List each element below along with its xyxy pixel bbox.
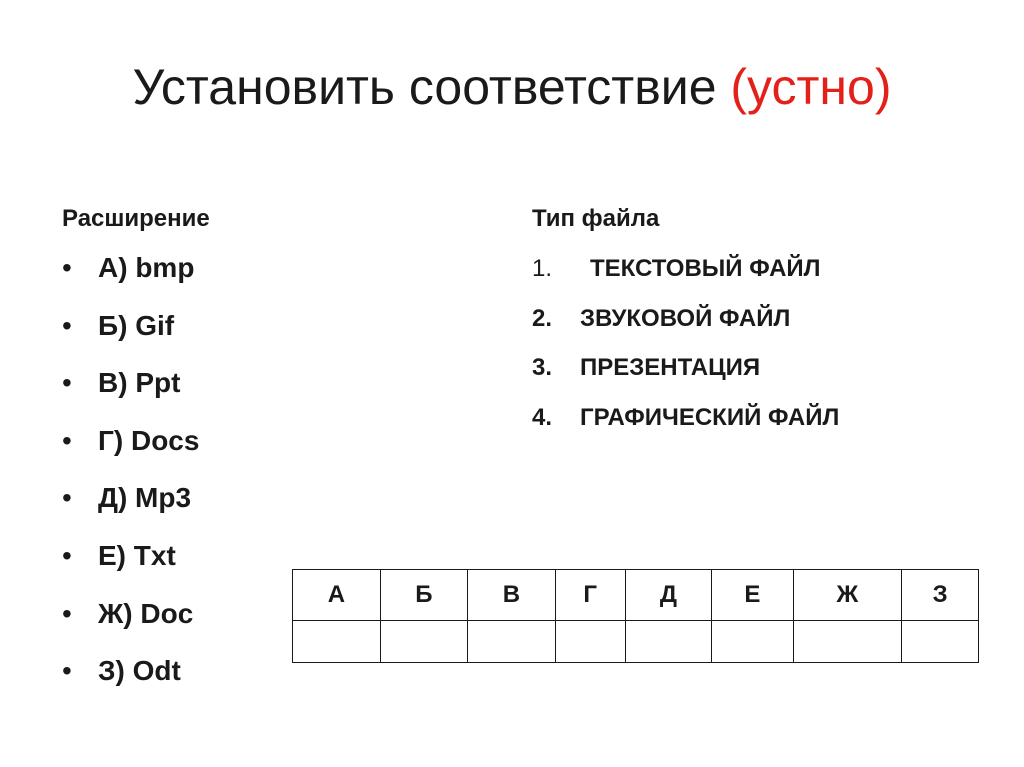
file-type-label: ЗВУКОВОЙ ФАЙЛ xyxy=(580,304,791,332)
answer-table xyxy=(292,569,979,663)
answer-cell xyxy=(555,621,625,663)
answer-cell xyxy=(902,621,979,663)
extension-item xyxy=(62,482,199,540)
answer-header-cell: Е xyxy=(712,570,793,621)
answer-header-row xyxy=(293,570,979,621)
bullet-icon: • xyxy=(62,655,72,687)
answer-cell xyxy=(793,621,902,663)
item-number: 4. xyxy=(532,403,553,431)
answer-blank-row xyxy=(293,621,979,663)
file-type-item xyxy=(532,305,839,355)
title-main: Установить соответствие xyxy=(132,59,731,115)
item-number: 2. xyxy=(532,304,553,332)
extension-label: Б) Gif xyxy=(98,309,175,341)
answer-header-cell: В xyxy=(468,570,556,621)
answer-cell xyxy=(380,621,467,663)
extension-item xyxy=(62,252,199,310)
extension-item xyxy=(62,310,199,368)
extension-label: Г) Docs xyxy=(98,424,200,456)
bullet-icon: • xyxy=(62,367,72,399)
extension-item xyxy=(62,655,199,713)
extension-list xyxy=(62,252,199,713)
file-type-item xyxy=(532,255,839,305)
extension-item xyxy=(62,598,199,656)
extension-label: З) Odt xyxy=(98,655,181,687)
bullet-icon: • xyxy=(62,539,72,571)
extension-label: В) Ppt xyxy=(98,367,181,399)
file-type-label: ПРЕЗЕНТАЦИЯ xyxy=(580,354,761,381)
extension-item xyxy=(62,425,199,483)
item-number: 3. xyxy=(532,354,553,381)
answer-cell xyxy=(712,621,793,663)
extension-item xyxy=(62,367,199,425)
title-accent: (устно) xyxy=(730,59,892,115)
answer-header-cell: Б xyxy=(380,570,467,621)
bullet-icon: • xyxy=(62,424,72,456)
answer-header-cell: Г xyxy=(555,570,625,621)
extension-label: Ж) Doc xyxy=(98,597,194,629)
extension-heading: Расширение xyxy=(62,205,210,232)
file-type-item xyxy=(532,404,839,454)
extension-label: А) bmp xyxy=(98,252,195,283)
answer-header-cell: Д xyxy=(625,570,712,621)
file-type-list xyxy=(532,255,839,453)
answer-header-cell: Ж xyxy=(793,570,902,621)
answer-cell xyxy=(625,621,712,663)
file-type-label: ТЕКСТОВЫЙ ФАЙЛ xyxy=(590,255,821,282)
extension-label: Д) Mp3 xyxy=(98,482,192,514)
extension-label: Е) Txt xyxy=(98,539,176,571)
item-number: 1. xyxy=(532,255,553,282)
file-type-heading: Тип файла xyxy=(532,205,660,232)
file-type-label: ГРАФИЧЕСКИЙ ФАЙЛ xyxy=(580,403,840,431)
bullet-icon: • xyxy=(62,482,72,514)
answer-cell xyxy=(468,621,556,663)
bullet-icon: • xyxy=(62,597,72,629)
answer-header-cell: З xyxy=(902,570,979,621)
bullet-icon: • xyxy=(62,252,72,283)
answer-header-cell: А xyxy=(293,570,381,621)
answer-cell xyxy=(293,621,381,663)
slide-title xyxy=(0,58,1024,116)
bullet-icon: • xyxy=(62,309,72,341)
extension-item xyxy=(62,540,199,598)
file-type-item xyxy=(532,354,839,404)
